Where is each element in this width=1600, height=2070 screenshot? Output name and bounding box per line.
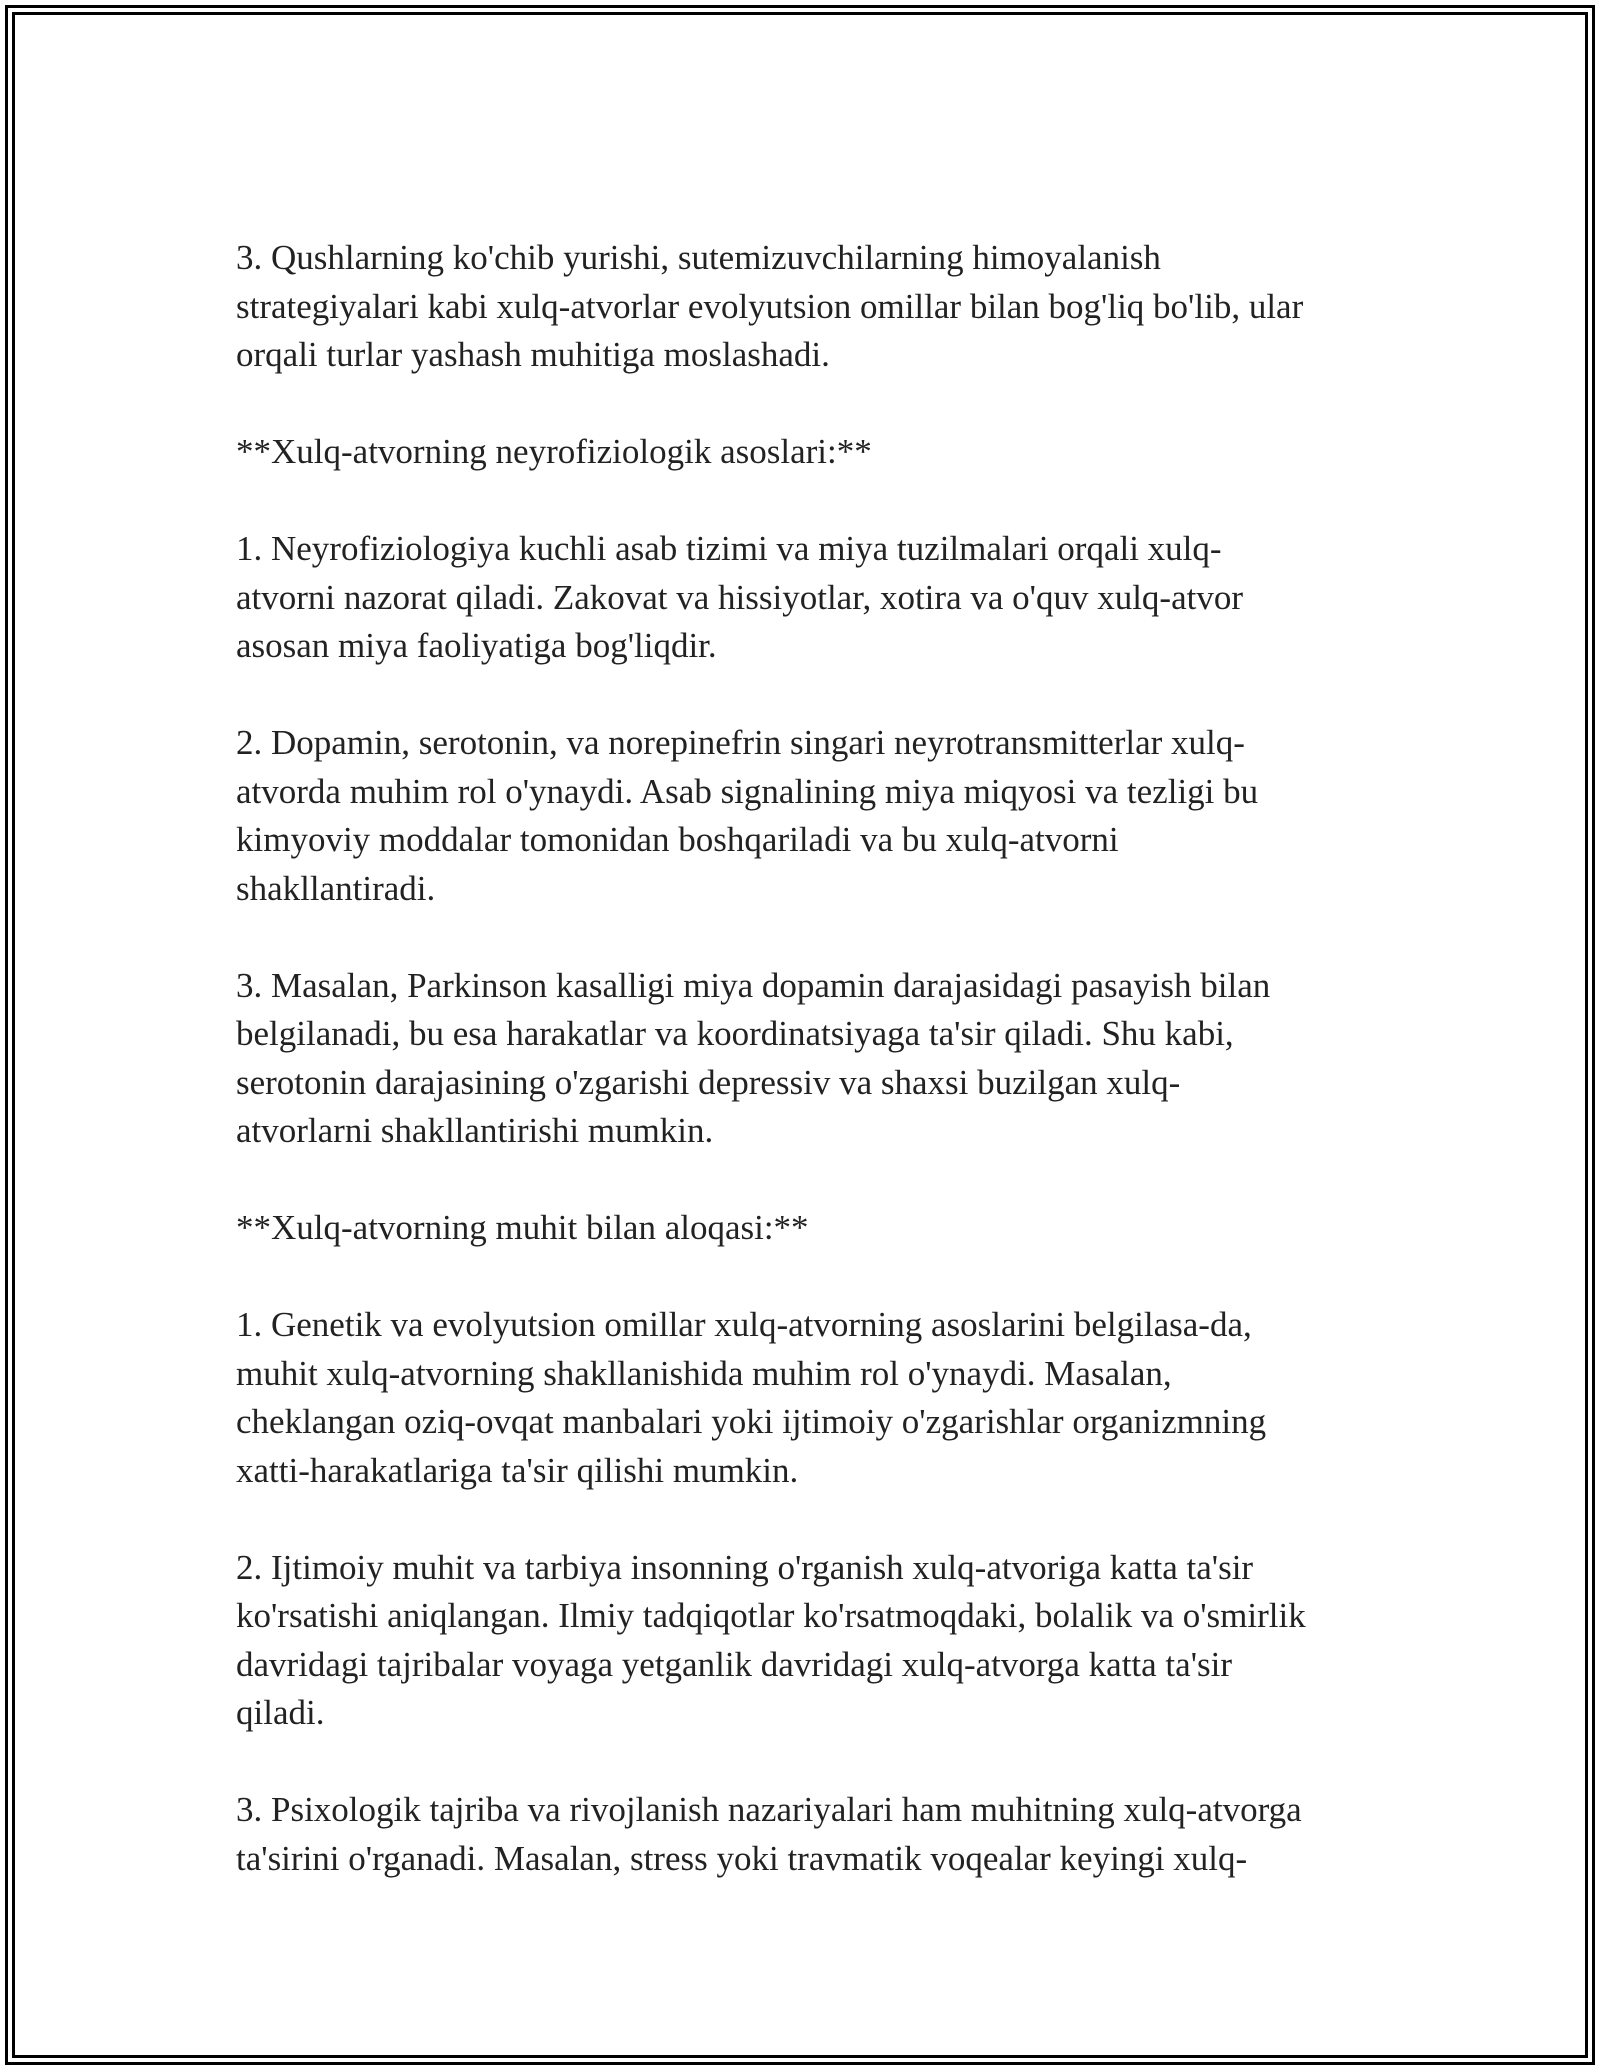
text-line: 3. Qushlarning ko'chib yurishi, sutemizuvchilarning himoyalanish xyxy=(236,238,1161,277)
text-line: davridagi tajribalar voyaga yetganlik davridagi xulq-atvorga katta ta'sir xyxy=(236,1644,1232,1684)
text-line: 2. Ijtimoiy muhit va tarbiya insonning o'rganish xulq-atvoriga katta ta'sir xyxy=(236,1547,1254,1587)
heading-line: **Xulq-atvorning muhit bilan aloqasi:** xyxy=(236,1208,809,1247)
text-line: cheklangan oziq-ovqat manbalari yoki ijtimoiy o'zgarishlar organizmning xyxy=(236,1402,1267,1441)
text-line: asosan miya faoliyatiga bog'liqdir. xyxy=(236,626,717,665)
document-body xyxy=(236,234,1376,1883)
text-line: shakllantiradi. xyxy=(236,868,436,908)
paragraph-neuro-3 xyxy=(236,962,1376,1156)
text-line: kimyoviy moddalar tomonidan boshqariladi va bu xulq-atvorni xyxy=(236,820,1119,859)
text-line: 1. Genetik va evolyutsion omillar xulq-atvorning asoslarini belgilasa-da, xyxy=(236,1305,1252,1344)
paragraph-env-3 xyxy=(236,1786,1376,1883)
text-line: ko'rsatishi aniqlangan. Ilmiy tadqiqotlar ko'rsatmoqdaki, bolalik va o'smirlik xyxy=(236,1596,1306,1635)
section-heading-environment xyxy=(236,1204,1376,1253)
section-heading-neurophysiology xyxy=(236,428,1376,477)
text-line: orqali turlar yashash muhitiga moslashadi. xyxy=(236,335,830,374)
text-line: strategiyalari kabi xulq-atvorlar evolyutsion omillar bilan bog'liq bo'lib, ular xyxy=(236,286,1304,326)
text-line: atvorda muhim rol o'ynaydi. Asab signalining miya miqyosi va tezligi bu xyxy=(236,771,1259,811)
paragraph-bird-migration xyxy=(236,234,1376,380)
paragraph-env-1 xyxy=(236,1301,1376,1495)
paragraph-neuro-2 xyxy=(236,719,1376,913)
text-line: atvorni nazorat qiladi. Zakovat va hissiyotlar, xotira va o'quv xulq-atvor xyxy=(236,577,1243,617)
text-line: qiladi. xyxy=(236,1693,325,1732)
paragraph-env-2 xyxy=(236,1544,1376,1738)
heading-line: **Xulq-atvorning neyrofiziologik asoslari:** xyxy=(236,432,872,471)
text-line: 2. Dopamin, serotonin, va norepinefrin singari neyrotransmitterlar xulq- xyxy=(236,723,1245,762)
text-line: atvorlarni shakllantirishi mumkin. xyxy=(236,1111,714,1150)
paragraph-neuro-1 xyxy=(236,525,1376,671)
text-line: serotonin darajasining o'zgarishi depressiv va shaxsi buzilgan xulq- xyxy=(236,1062,1181,1102)
text-line: 1. Neyrofiziologiya kuchli asab tizimi va miya tuzilmalari orqali xulq- xyxy=(236,529,1222,568)
text-line: ta'sirini o'rganadi. Masalan, stress yoki travmatik voqealar keyingi xulq- xyxy=(236,1838,1248,1878)
text-line: xatti-harakatlariga ta'sir qilishi mumkin. xyxy=(236,1450,799,1490)
text-line: belgilanadi, bu esa harakatlar va koordinatsiyaga ta'sir qiladi. Shu kabi, xyxy=(236,1014,1234,1053)
text-line: muhit xulq-atvorning shakllanishida muhim rol o'ynaydi. Masalan, xyxy=(236,1353,1172,1393)
text-line: 3. Masalan, Parkinson kasalligi miya dopamin darajasidagi pasayish bilan xyxy=(236,965,1271,1005)
text-line: 3. Psixologik tajriba va rivojlanish nazariyalari ham muhitning xulq-atvorga xyxy=(236,1790,1302,1829)
